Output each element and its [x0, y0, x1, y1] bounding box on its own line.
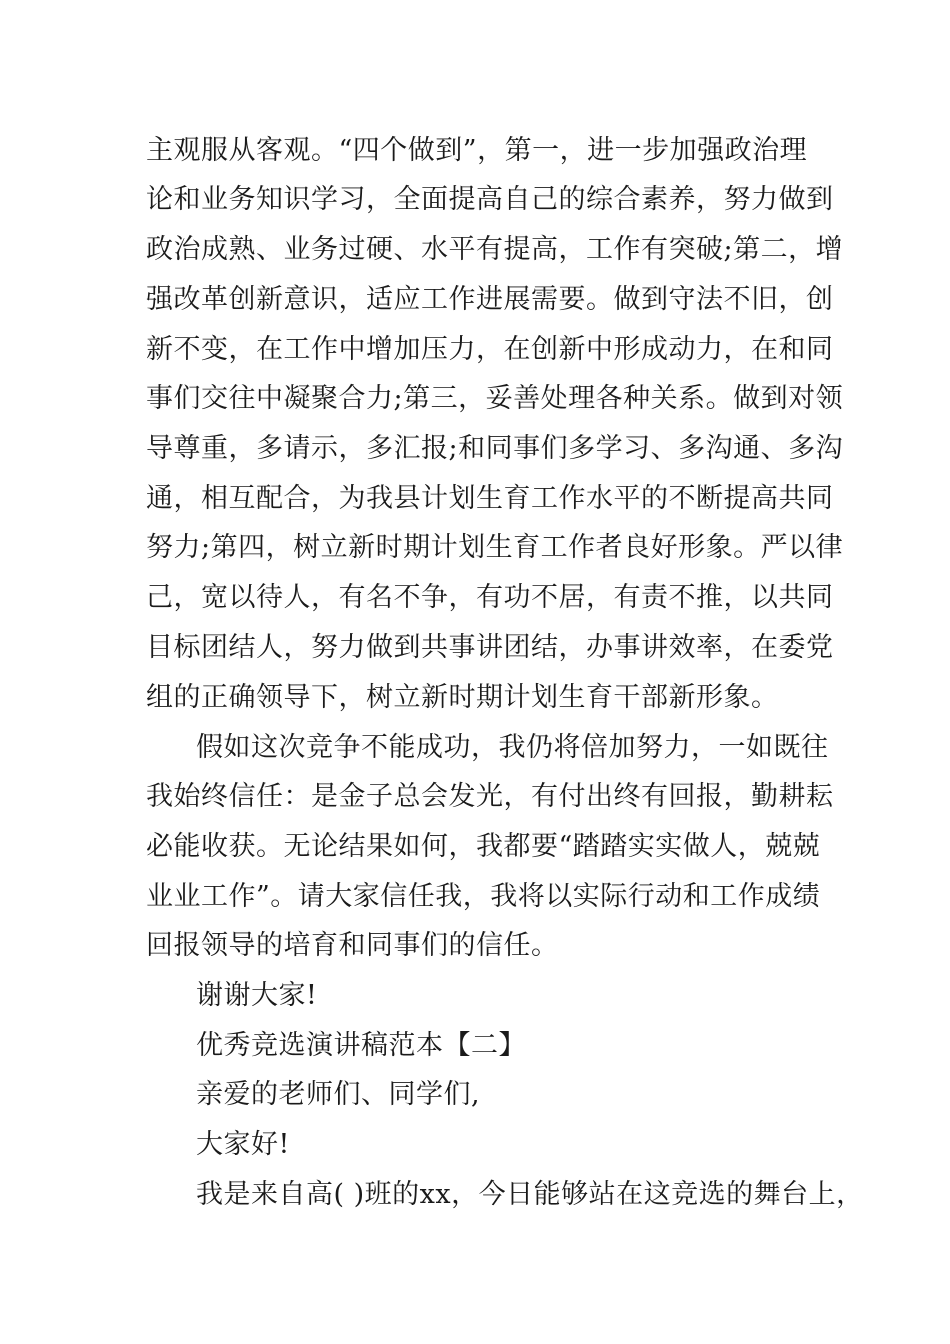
- text-line: 目标团结人，努力做到共事讲团结，办事讲效率，在委党: [146, 632, 834, 663]
- text-line: 己，宽以待人，有名不争，有功不居，有责不推，以共同: [146, 582, 834, 613]
- section-heading: 优秀竞选演讲稿范本【二】: [196, 1030, 526, 1061]
- text-line: 回报领导的培育和同事们的信任。: [146, 930, 559, 961]
- text-line: 事们交往中凝聚合力;第三，妥善处理各种关系。做到对领: [146, 383, 844, 414]
- text-line: 论和业务知识学习，全面提高自己的综合素养，努力做到: [146, 184, 834, 215]
- text-line: 导尊重，多请示，多汇报;和同事们多学习、多沟通、多沟: [146, 433, 844, 464]
- salutation: 亲爱的老师们、同学们,: [196, 1079, 481, 1110]
- text-line: 强改革创新意识，适应工作进展需要。做到守法不旧，创: [146, 284, 834, 315]
- text-line: 新不变，在工作中增加压力，在创新中形成动力，在和同: [146, 334, 834, 365]
- closing-thanks: 谢谢大家!: [196, 980, 318, 1011]
- text-line: 通，相互配合，为我县计划生育工作水平的不断提高共同: [146, 483, 834, 514]
- paragraph-start-line: 我是来自高( )班的xx，今日能够站在这竞选的舞台上，: [196, 1179, 864, 1210]
- text-line: 必能收获。无论结果如何，我都要“踏踏实实做人，兢兢: [146, 831, 821, 862]
- text-line: 我始终信任：是金子总会发光，有付出终有回报，勤耕耘: [146, 781, 834, 812]
- text-line: 主观服从客观。“四个做到”，第一，进一步加强政治理: [146, 135, 808, 166]
- greeting: 大家好!: [196, 1129, 290, 1160]
- text-line: 组的正确领导下，树立新时期计划生育干部新形象。: [146, 682, 779, 713]
- text-line: 努力;第四，树立新时期计划生育工作者良好形象。严以律: [146, 532, 844, 563]
- paragraph-start-line: 假如这次竞争不能成功，我仍将倍加努力，一如既往: [196, 732, 829, 763]
- text-line: 政治成熟、业务过硬、水平有提高，工作有突破;第二，增: [146, 234, 844, 265]
- text-line: 业业工作”。请大家信任我，我将以实际行动和工作成绩: [146, 881, 821, 912]
